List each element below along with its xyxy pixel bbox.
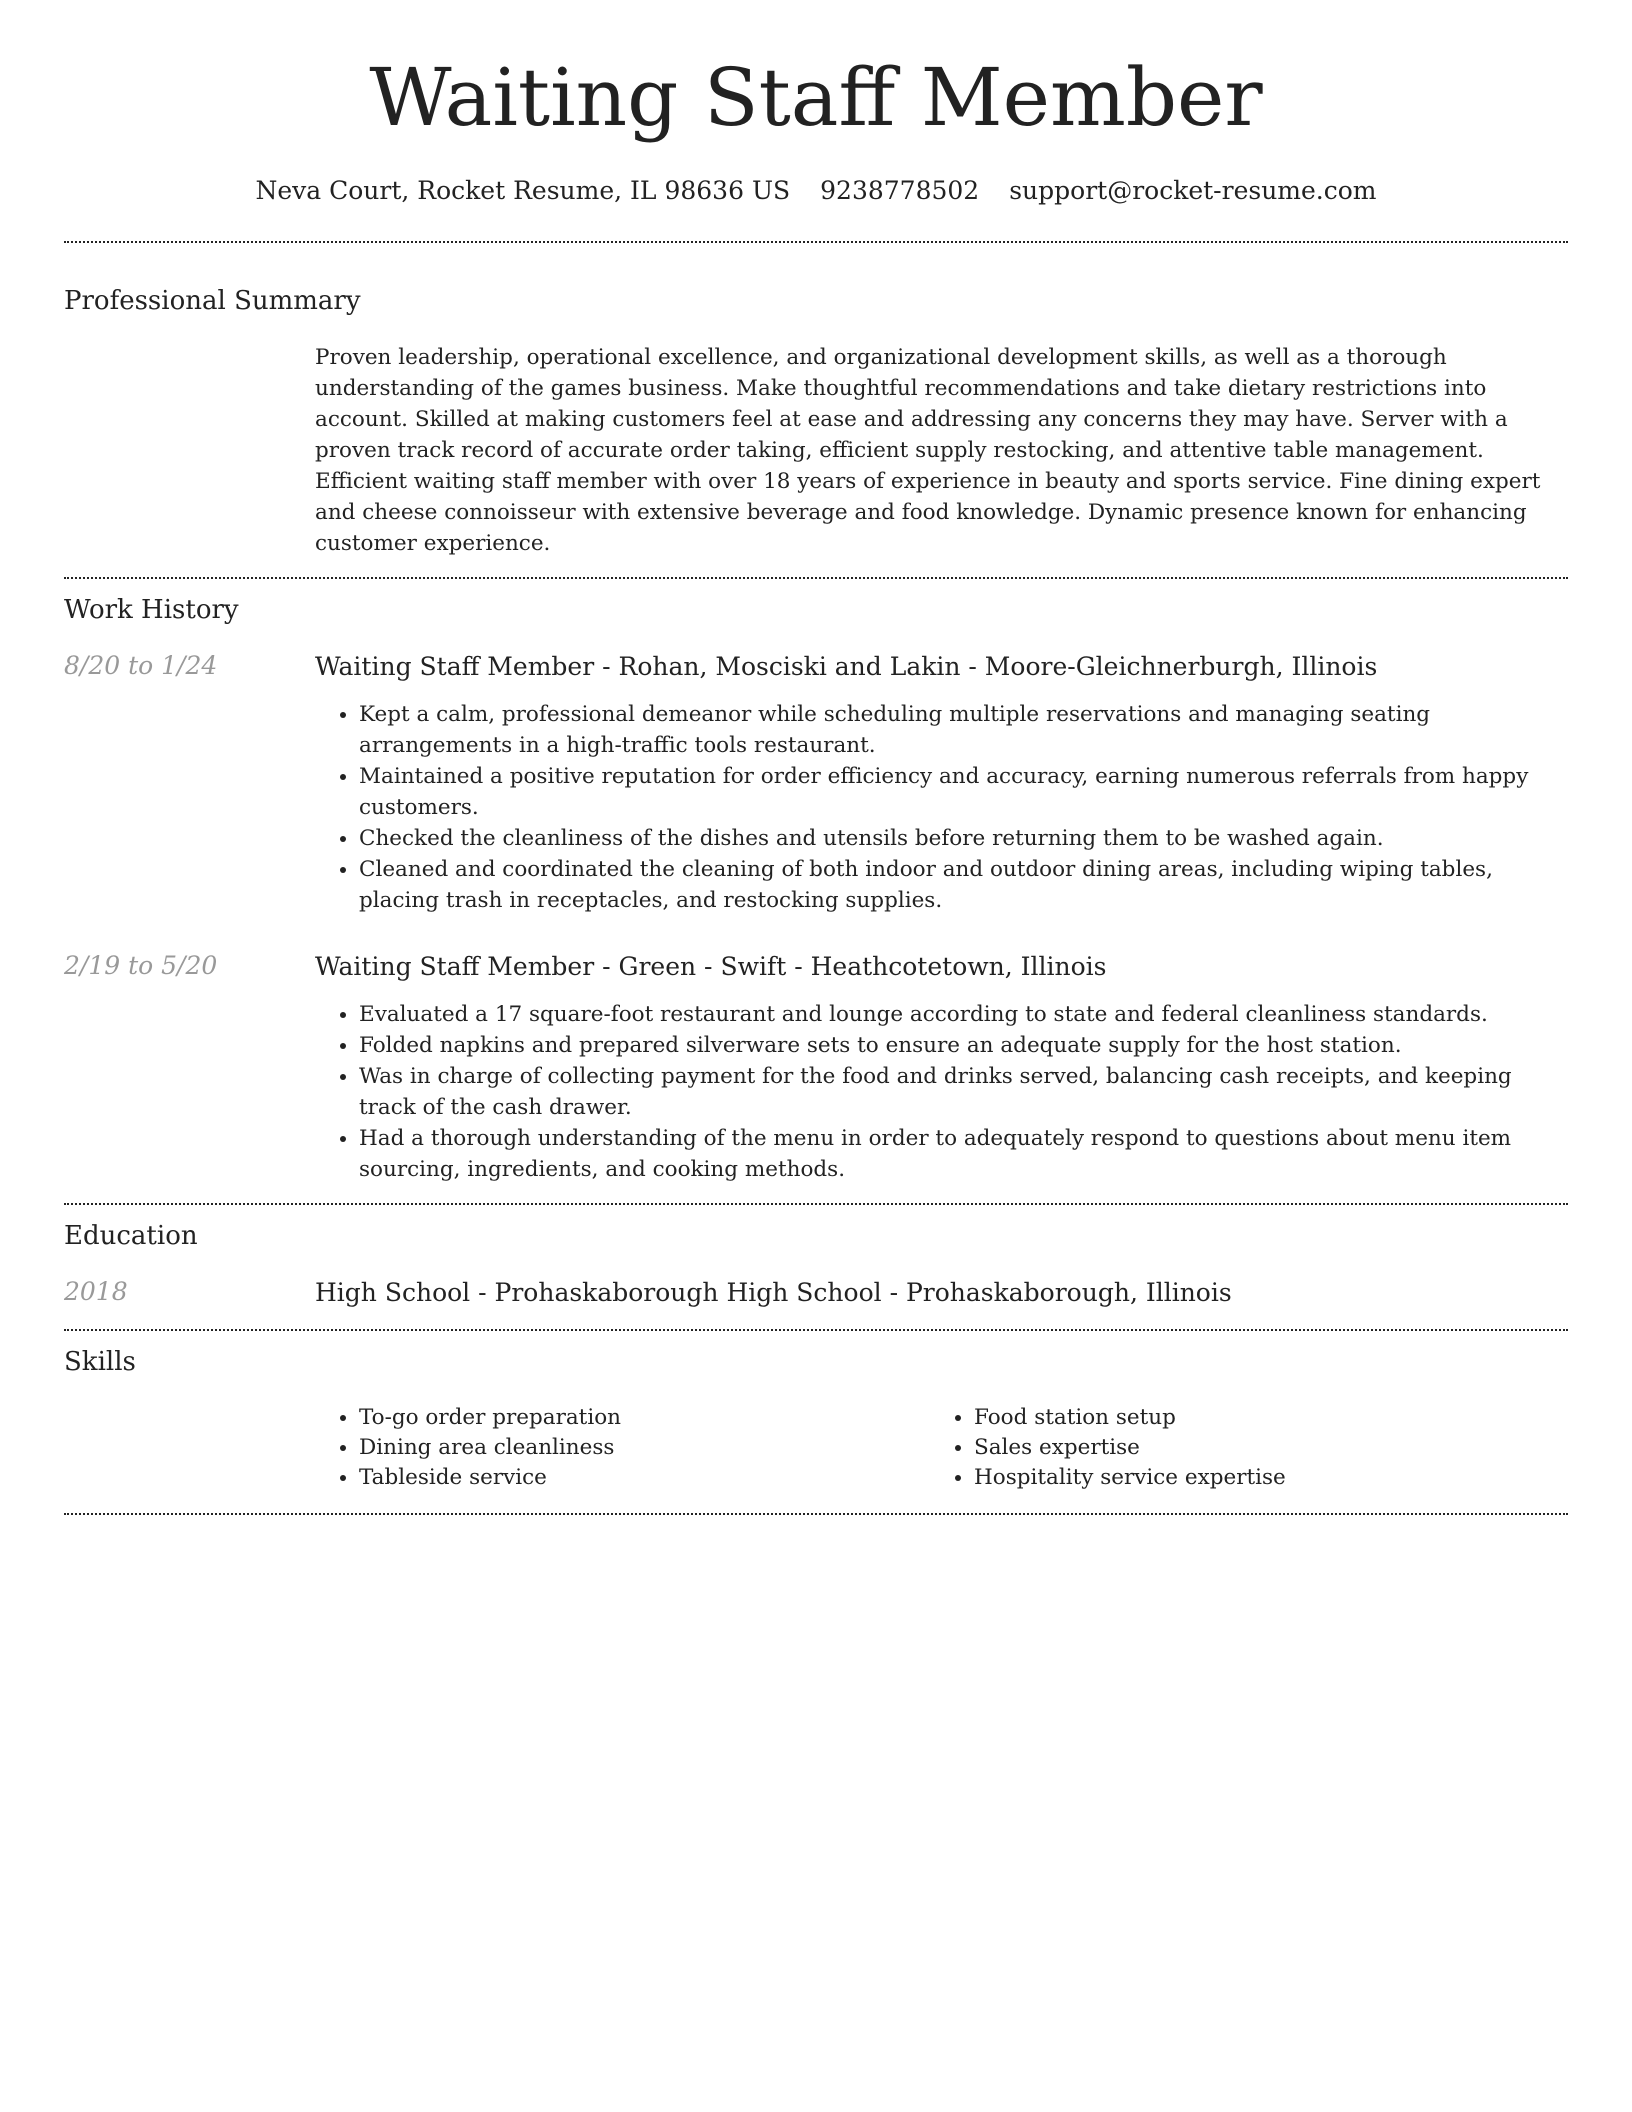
job-bullet: • Folded napkins and prepared silverware sets to ensure an adequate supply for the host station. [359, 1030, 1568, 1061]
summary-content [315, 342, 1568, 559]
summary-row [64, 342, 1568, 559]
job-bullet: • Cleaned and coordinated the cleaning of both indoor and outdoor dining areas, including wiping tables, placing trash in receptacles, and restocking supplies. [359, 854, 1568, 916]
job-entry [64, 951, 1568, 1185]
job-bullet: • Had a thorough understanding of the menu in order to adequately respond to questions about menu item sourcing, ingredients, and cooking methods. [359, 1123, 1568, 1185]
resume-name: Waiting Staff Member [369, 51, 1263, 144]
job-bullets [315, 699, 1568, 916]
summary-spacer [64, 342, 315, 559]
divider [64, 1203, 1568, 1205]
divider [64, 241, 1568, 243]
skill-item: • Hospitality service expertise [974, 1463, 1545, 1493]
skill-item: • Dining area cleanliness [359, 1433, 930, 1463]
education-school: - Prohaskaborough High School - Prohaskaborough, Illinois [470, 1278, 1232, 1307]
divider [64, 1329, 1568, 1331]
job-entry [64, 651, 1568, 916]
job-bullet: • Evaluated a 17 square-foot restaurant and lounge according to state and federal cleanliness standards. [359, 999, 1568, 1030]
section-title-education: Education [64, 1221, 198, 1251]
contact-email: support@rocket-resume.com [1009, 176, 1377, 205]
job-bullets [315, 999, 1568, 1185]
section-title-work: Work History [64, 595, 239, 625]
job-bullet: • Kept a calm, professional demeanor while scheduling multiple reservations and managing seating arrangements in a high-traffic tools restaurant. [359, 699, 1568, 761]
job-details [315, 651, 1568, 916]
section-title-summary: Professional Summary [64, 286, 361, 316]
divider [64, 577, 1568, 579]
summary-text: Proven leadership, operational excellence, and organizational development skills, as well as a thorough understanding of the games business. Make thoughtful recommendations and take dietary restrictions into account. Skilled at making customers feel at ease and addressing any concerns they may have. Server with a proven track record of accurate order taking, efficient supply restocking, and attentive table management. Efficient waiting staff member with over 18 years of experience in beauty and sports service. Fine dining expert and cheese connoisseur with extensive beverage and food knowledge. Dynamic presence known for enhancing customer experience. [315, 345, 1541, 556]
skill-item: • Tableside service [359, 1463, 930, 1493]
contact-address: Neva Court, Rocket Resume, IL 98636 US [255, 176, 791, 205]
contact-phone: 9238778502 [820, 176, 980, 205]
education-heading [315, 1277, 1568, 1309]
section-title-skills: Skills [64, 1347, 136, 1377]
skill-item: • Sales expertise [974, 1433, 1545, 1463]
resume-page [64, 0, 1568, 1515]
skills-column-2 [930, 1403, 1545, 1493]
job-bullet: • Maintained a positive reputation for order efficiency and accuracy, earning numerous referrals from happy customers. [359, 761, 1568, 823]
job-heading: Waiting Staff Member - Green - Swift - Heathcotetown, Illinois [315, 952, 1107, 981]
skills-column-1 [315, 1403, 930, 1493]
education-degree: High School [315, 1278, 471, 1307]
job-bullet: • Was in charge of collecting payment for the food and drinks served, balancing cash receipts, and keeping track of the cash drawer. [359, 1061, 1568, 1123]
education-year: 2018 [64, 1277, 128, 1306]
skills-columns [315, 1403, 1568, 1493]
job-heading: Waiting Staff Member - Rohan, Mosciski and Lakin - Moore-Gleichnerburgh, Illinois [315, 652, 1378, 681]
job-dates: 8/20 to 1/24 [64, 651, 218, 680]
divider [64, 1513, 1568, 1515]
skills-spacer [64, 1403, 315, 1493]
job-dates: 2/19 to 5/20 [64, 951, 218, 980]
job-bullet: • Checked the cleanliness of the dishes and utensils before returning them to be washed again. [359, 823, 1568, 854]
skill-item: • Food station setup [974, 1403, 1545, 1433]
education-entry [64, 1277, 1568, 1309]
job-details [315, 951, 1568, 1185]
skill-item: • To-go order preparation [359, 1403, 930, 1433]
education-details [315, 1277, 1568, 1309]
contact-line [64, 176, 1568, 205]
skills-row [64, 1403, 1568, 1493]
